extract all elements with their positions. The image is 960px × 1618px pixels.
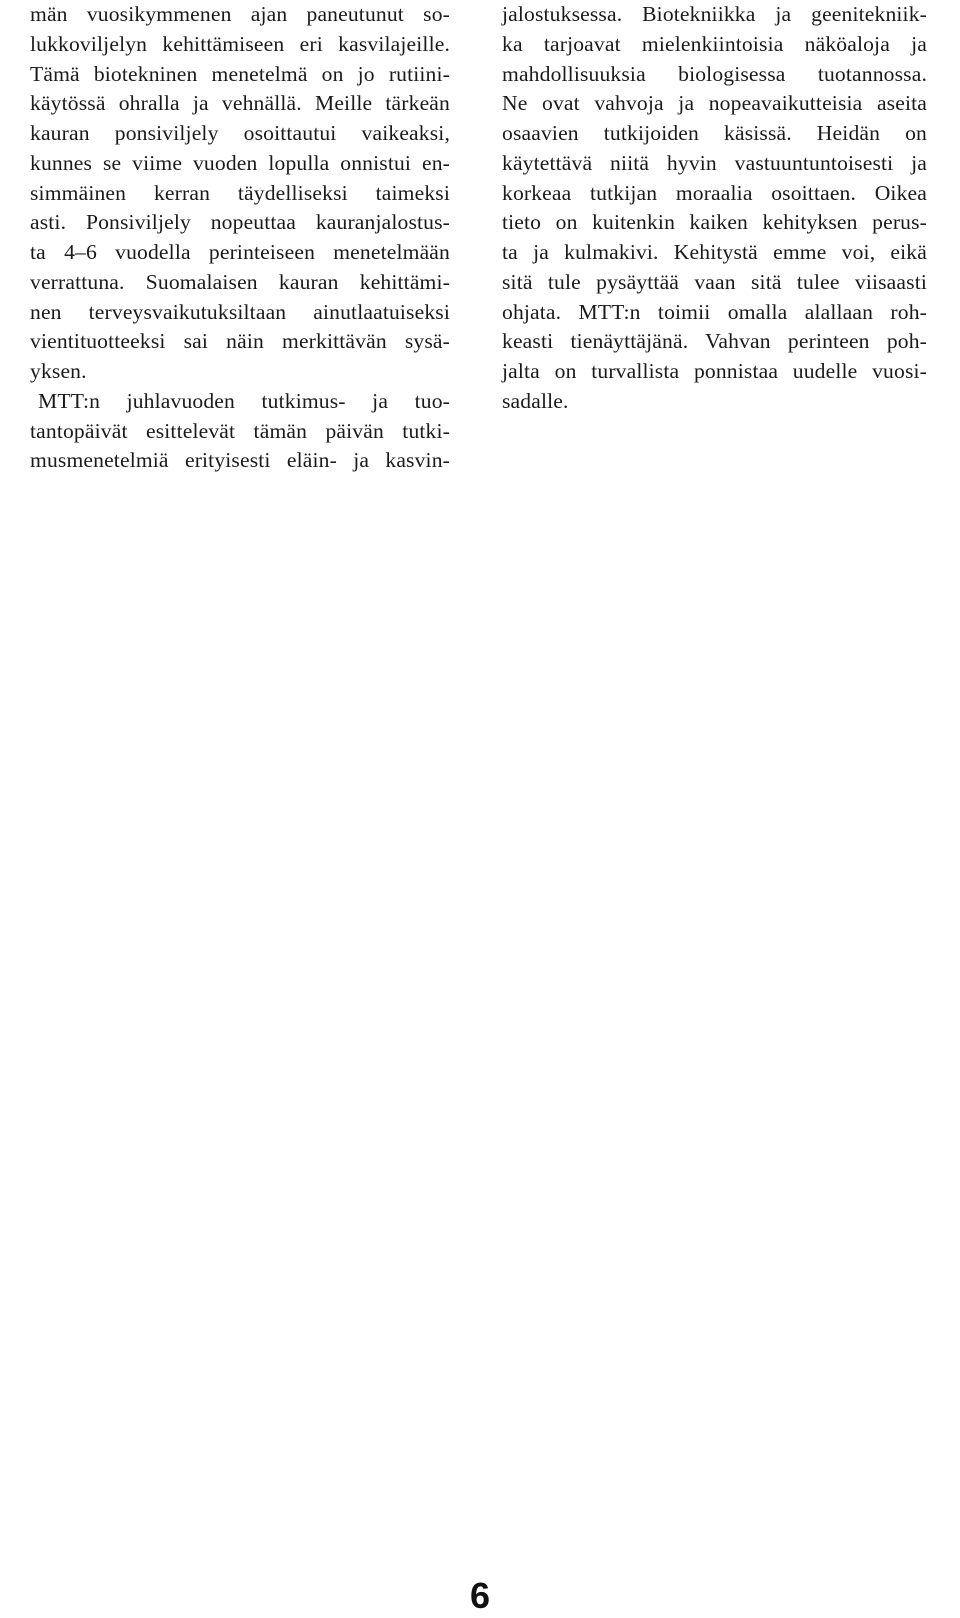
text-line: kunnes se viime vuoden lopulla onnistui en- [30, 150, 450, 175]
text-line: jalostuksessa. Biotekniikka ja geenitekniik- [502, 2, 927, 26]
page-number-text: 6 [469, 1575, 491, 1616]
text-line: simmäinen kerran täydelliseksi taimeksi [30, 180, 450, 205]
text-line: käytettävä niitä hyvin vastuuntuntoisesti ja [502, 150, 927, 175]
text-line: sitä tule pysäyttää vaan sitä tulee viisaasti [502, 269, 927, 294]
text-line: vientituotteeksi sai näin merkittävän sysä- [30, 329, 450, 354]
text-line: lukkoviljelyn kehittämiseen eri kasvilajeille. [30, 31, 450, 56]
text-line: ta ja kulmakivi. Kehitystä emme voi, eikä [502, 240, 927, 264]
text-line: musmenetelmiä erityisesti eläin- ja kasvin- [30, 448, 450, 473]
text-line: osaavien tutkijoiden käsissä. Heidän on [502, 121, 927, 145]
text-line: asti. Ponsiviljely nopeuttaa kauranjalostus- [30, 210, 450, 235]
text-line: sadalle. [502, 388, 569, 413]
text-line: keasti tienäyttäjänä. Vahvan perinteen poh- [502, 329, 927, 354]
text-line: kauran ponsiviljely osoittautui vaikeaksi, [30, 121, 450, 145]
text-line: tieto on kuitenkin kaiken kehityksen perus- [502, 210, 927, 235]
text-line: mahdollisuuksia biologisessa tuotannossa. [502, 61, 927, 86]
text-line: män vuosikymmenen ajan paneutunut so- [30, 2, 450, 26]
text-line: korkeaa tutkijan moraalia osoittaen. Oikea [502, 180, 927, 205]
text-line: tantopäivät esittelevät tämän päivän tutki- [30, 418, 450, 443]
text-line: Tämä biotekninen menetelmä on jo rutiini- [30, 61, 450, 86]
text-line: jalta on turvallista ponnistaa uudelle vuosi- [502, 359, 927, 383]
text-line: käytössä ohralla ja vehnällä. Meille tärkeän [30, 91, 450, 116]
text-line: ka tarjoavat mielenkiintoisia näköaloja ja [502, 31, 927, 56]
text-line: ta 4–6 vuodella perinteiseen menetelmään [30, 240, 450, 264]
right-text-column [502, 0, 927, 417]
text-line: ohjata. MTT:n toimii omalla alallaan roh- [502, 299, 927, 324]
text-line: MTT:n juhlavuoden tutkimus- ja tuo- [38, 388, 450, 413]
page-number [0, 1576, 960, 1616]
text-line: nen terveysvaikutuksiltaan ainutlaatuiseksi [30, 299, 450, 324]
text-line: Ne ovat vahvoja ja nopeavaikutteisia aseita [502, 91, 927, 116]
left-text-column [30, 0, 450, 476]
text-line: yksen. [30, 359, 87, 383]
text-line: verrattuna. Suomalaisen kauran kehittämi- [30, 269, 450, 294]
